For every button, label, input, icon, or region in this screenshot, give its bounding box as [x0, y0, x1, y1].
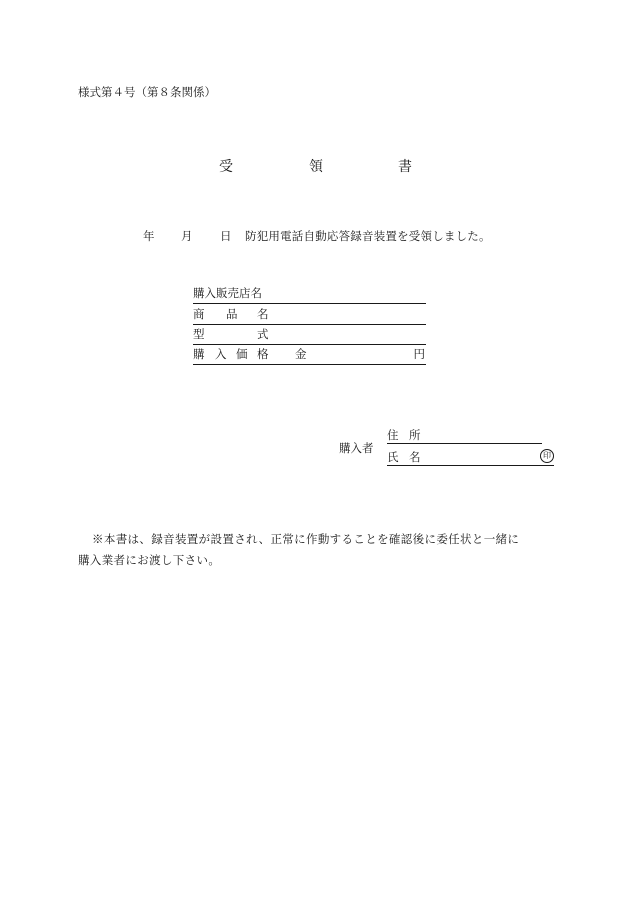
- price-unit: 円: [413, 347, 425, 361]
- name-label-char-2: 名: [409, 450, 421, 464]
- model-label-char-2: 式: [257, 327, 269, 341]
- buyer-name-field: [387, 449, 554, 466]
- date-day-label: 日: [220, 229, 232, 243]
- price-label-char-2: 入: [215, 347, 227, 361]
- model-field: [193, 326, 426, 345]
- document-title-char-2: 領: [309, 159, 323, 175]
- product-label-char-1: 商: [193, 307, 205, 321]
- address-label-char-1: 住: [387, 428, 399, 442]
- product-label-char-2: 品: [226, 307, 238, 321]
- buyer-label: 購入者: [339, 441, 374, 455]
- buyer-address-field: [387, 427, 542, 444]
- name-label-char-1: 氏: [387, 450, 399, 464]
- receipt-sentence: 防犯用電話自動応答録音装置を受領しました。: [245, 229, 491, 243]
- shop-name-label: 購入販売店名: [193, 286, 262, 300]
- note-line-2: 購入業者にお渡し下さい。: [78, 553, 221, 567]
- shop-name-field: [193, 285, 426, 304]
- seal-mark: 印: [540, 449, 554, 463]
- product-label-char-3: 名: [257, 307, 269, 321]
- document-title-char-3: 書: [398, 159, 412, 175]
- date-year-label: 年: [143, 229, 155, 243]
- date-month-label: 月: [181, 229, 193, 243]
- address-label-char-2: 所: [409, 428, 421, 442]
- note-line-1: ※本書は、録音装置が設置され、正常に作動することを確認後に委任状と一緒に: [92, 532, 520, 546]
- price-label-char-1: 購: [193, 347, 205, 361]
- price-label-char-5: 金: [295, 347, 307, 361]
- price-label-char-4: 格: [257, 347, 269, 361]
- model-label-char-1: 型: [193, 327, 205, 341]
- price-label-char-3: 価: [236, 347, 248, 361]
- form-number: 様式第４号（第８条関係）: [78, 85, 216, 99]
- document-title-char-1: 受: [219, 159, 233, 175]
- product-name-field: [193, 306, 426, 325]
- price-field: [193, 346, 426, 365]
